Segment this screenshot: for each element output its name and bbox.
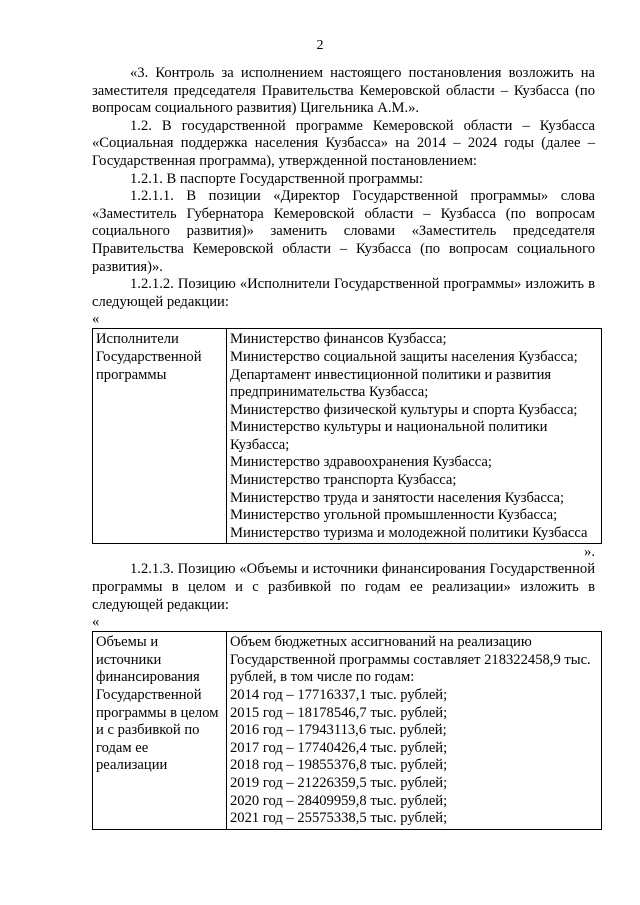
list-item: Департамент инвестиционной политики и развития предпринимательства Кузбасса;	[230, 366, 552, 401]
list-item: Министерство финансов Кузбасса;	[230, 331, 447, 348]
list-item: 2015 год – 18178546,7 тыс. рублей;	[230, 704, 448, 721]
paragraph-passport: 1.2.1. В паспорте Государственной программы:	[130, 170, 424, 187]
executors-list-cell	[227, 329, 602, 544]
list-item: Министерство физической культуры и спорта Кузбасса;	[230, 401, 578, 418]
table-row	[93, 329, 602, 544]
list-item: Министерство культуры и национальной политики Кузбасса;	[230, 419, 548, 453]
table-row	[93, 632, 602, 830]
quote-open-1: «	[92, 311, 100, 328]
list-item: 2020 год – 28409959,8 тыс. рублей;	[230, 792, 448, 809]
executors-table	[92, 328, 602, 544]
list-item: Министерство транспорта Кузбасса;	[230, 472, 457, 489]
paragraph-director-position: 1.2.1.1. В позиции «Директор Государственной программы» слова «Заместитель Губернатора Кемеровской области – Кузбасса (по вопросам социального развития)» заменить словами «Заместитель председателя Правительства Кемеровской области – Кузбасса (по вопросам социального развития)».	[92, 188, 595, 275]
list-item: Министерство здравоохранения Кузбасса;	[230, 454, 492, 471]
financing-label-cell: Объемы и источники финансирования Государственной программы в целом и с разбивкой по годам ее реализации	[93, 632, 227, 830]
list-item: Министерство туризма и молодежной политики Кузбасса	[230, 524, 588, 541]
list-item: 2017 год – 17740426,4 тыс. рублей;	[230, 739, 448, 756]
document-body	[92, 65, 595, 830]
financing-table	[92, 631, 602, 830]
list-item: 2018 год – 19855376,8 тыс. рублей;	[230, 757, 448, 774]
list-item: 2021 год – 25575338,5 тыс. рублей;	[230, 810, 448, 827]
list-item: 2016 год – 17943113,6 тыс. рублей;	[230, 722, 447, 739]
executors-label-cell: Исполнители Государственной программы	[93, 329, 227, 544]
paragraph-program-amendment: 1.2. В государственной программе Кемеровской области – Кузбасса «Социальная поддержка населения Кузбасса» на 2014 – 2024 годы (далее – Государственная программа), утвержденной постановлением:	[92, 117, 595, 169]
financing-intro: Объем бюджетных ассигнований на реализацию Государственной программы составляет 218322458,9 тыс. рублей, в том числе по годам:	[230, 634, 591, 686]
paragraph-control-clause: «3. Контроль за исполнением настоящего постановления возложить на заместителя председателя Правительства Кемеровской области – Кузбасса (по вопросам социального развития) Цигельника А.М.».	[92, 65, 595, 117]
page-number: 2	[316, 38, 324, 53]
paragraph-financing-position: 1.2.1.3. Позицию «Объемы и источники финансирования Государственной программы в целом и с разбивкой по годам ее реализации» изложить в следующей редакции:	[92, 561, 595, 613]
list-item: Министерство труда и занятости населения Кузбасса;	[230, 489, 565, 506]
financing-values-cell	[227, 632, 602, 830]
paragraph-executors-position: 1.2.1.2. Позицию «Исполнители Государственной программы» изложить в следующей редакции:	[92, 276, 595, 310]
list-item: Министерство социальной защиты населения Кузбасса;	[230, 348, 578, 365]
list-item: 2014 год – 17716337,1 тыс. рублей;	[230, 687, 448, 703]
list-item: 2019 год – 21226359,5 тыс. рублей;	[230, 774, 448, 791]
quote-close-1: ».	[584, 544, 595, 561]
list-item: Министерство угольной промышленности Кузбасса;	[230, 507, 558, 524]
quote-open-2: «	[92, 614, 100, 631]
